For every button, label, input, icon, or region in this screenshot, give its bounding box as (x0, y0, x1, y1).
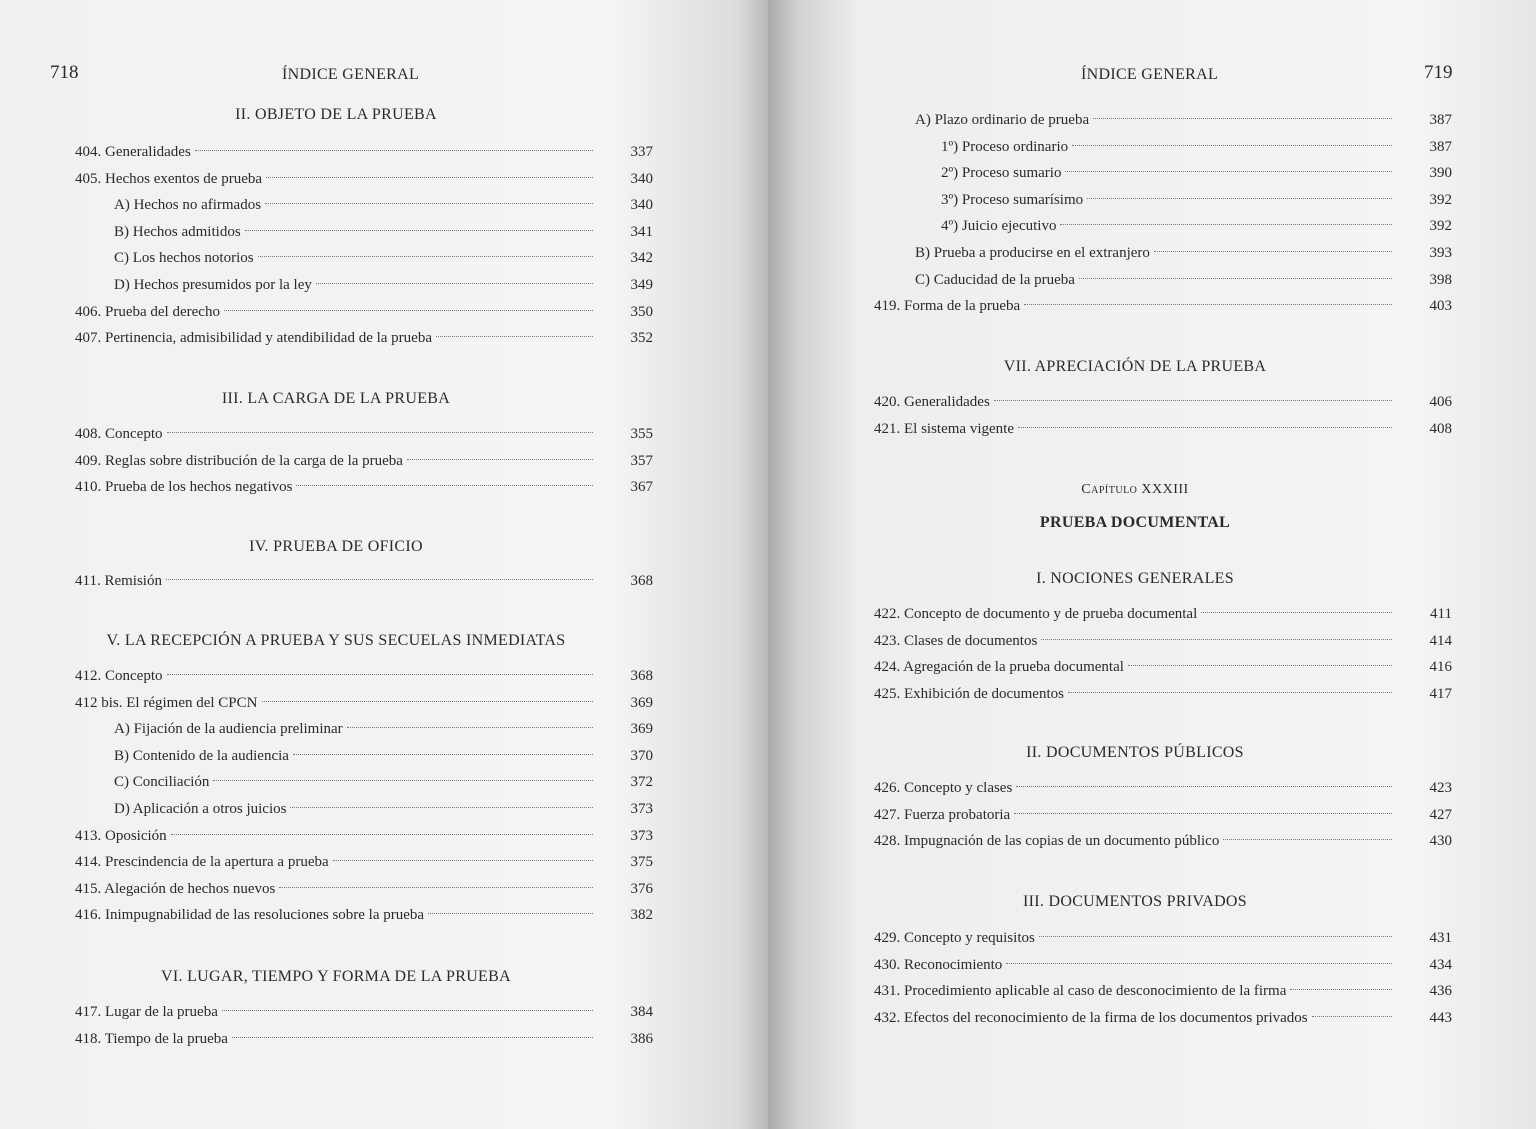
toc-entry[interactable]: 428. Impugnación de las copias de un documento público 430 (874, 833, 1452, 850)
page-number: 718 (50, 62, 79, 83)
toc-entry[interactable]: 431. Procedimiento aplicable al caso de desconocimiento de la firma 436 (874, 983, 1452, 1000)
toc-entry[interactable]: 422. Concepto de documento y de prueba documental 411 (874, 606, 1452, 622)
toc-entry[interactable]: 418. Tiempo de la prueba 386 (75, 1030, 653, 1047)
section-title: VI. LUGAR, TIEMPO Y FORMA DE LA PRUEBA (161, 968, 511, 985)
toc-entry-list (874, 389, 1452, 442)
toc-entry[interactable]: 410. Prueba de los hechos negativos 367 (75, 479, 653, 496)
section-title: II. DOCUMENTOS PÚBLICOS (1026, 744, 1244, 761)
section-title: II. OBJETO DE LA PRUEBA (235, 106, 437, 123)
page-number: 719 (1424, 62, 1453, 83)
toc-entry[interactable]: 429. Concepto y requisitos 431 (874, 930, 1452, 946)
toc-entry[interactable]: B) Prueba a producirse en el extranjero 393 (915, 244, 1452, 261)
toc-entry[interactable]: 416. Inimpugnabilidad de las resoluciones sobre la prueba 382 (75, 907, 653, 924)
toc-entry[interactable]: 404. Generalidades 337 (75, 144, 653, 160)
toc-entry[interactable]: 414. Prescindencia de la apertura a prueba 375 (75, 854, 653, 871)
toc-section (75, 632, 597, 650)
toc-entry[interactable]: B) Hechos admitidos 341 (114, 223, 653, 240)
toc-entry[interactable]: C) Caducidad de la prueba 398 (915, 271, 1452, 288)
toc-entry[interactable]: 409. Reglas sobre distribución de la carga de la prueba 357 (75, 452, 653, 469)
toc-entry-list (75, 139, 653, 352)
toc-entry-list (75, 421, 653, 501)
toc-entry[interactable]: 421. El sistema vigente 408 (874, 420, 1452, 437)
toc-entry[interactable]: 430. Reconocimiento 434 (874, 956, 1452, 973)
toc-entry[interactable]: 426. Concepto y clases 423 (874, 780, 1452, 796)
toc-entry[interactable]: 2º) Proceso sumario 390 (941, 165, 1452, 182)
toc-entry-list (75, 568, 653, 595)
section-title: IV. PRUEBA DE OFICIO (249, 538, 423, 555)
toc-entry[interactable]: 419. Forma de la prueba 403 (874, 298, 1452, 315)
toc-section (75, 968, 597, 986)
toc-entry-list (75, 663, 653, 929)
running-head: ÍNDICE GENERAL (1081, 66, 1219, 83)
chapter-label: Capítulo XXXIII (1081, 482, 1189, 497)
toc-entry[interactable]: 1º) Proceso ordinario 387 (941, 138, 1452, 155)
section-title: V. LA RECEPCIÓN A PRUEBA Y SUS SECUELAS INMEDIATAS (106, 632, 566, 649)
toc-entry-list (874, 925, 1452, 1031)
toc-entry[interactable]: 3º) Proceso sumarísimo 392 (941, 191, 1452, 208)
toc-section (75, 390, 597, 408)
toc-entry[interactable]: 407. Pertinencia, admisibilidad y atendibilidad de la prueba 352 (75, 330, 653, 347)
toc-entry[interactable]: A) Fijación de la audiencia preliminar 369 (114, 721, 653, 738)
toc-entry[interactable]: D) Hechos presumidos por la ley 349 (114, 276, 653, 293)
toc-entry[interactable]: 405. Hechos exentos de prueba 340 (75, 170, 653, 187)
section-title: I. NOCIONES GENERALES (1036, 570, 1234, 587)
toc-entry-list (874, 107, 1452, 320)
toc-entry[interactable]: D) Aplicación a otros juicios 373 (114, 800, 653, 817)
toc-section (75, 106, 597, 124)
toc-entry-list (874, 775, 1452, 855)
toc-entry[interactable]: A) Plazo ordinario de prueba 387 (915, 112, 1452, 128)
toc-entry[interactable]: 423. Clases de documentos 414 (874, 632, 1452, 649)
toc-section (874, 358, 1396, 376)
toc-entry[interactable]: 412 bis. El régimen del CPCN 369 (75, 694, 653, 711)
toc-entry[interactable]: 413. Oposición 373 (75, 827, 653, 844)
toc-entry[interactable]: 4º) Juicio ejecutivo 392 (941, 218, 1452, 235)
chapter-title: PRUEBA DOCUMENTAL (1039, 514, 1231, 531)
toc-entry-list (874, 601, 1452, 707)
right-page (768, 0, 1536, 1129)
toc-entry[interactable]: 420. Generalidades 406 (874, 394, 1452, 410)
toc-entry[interactable]: 415. Alegación de hechos nuevos 376 (75, 880, 653, 897)
toc-entry-list (75, 999, 653, 1052)
section-title: III. DOCUMENTOS PRIVADOS (1023, 893, 1247, 910)
toc-entry[interactable]: 425. Exhibición de documentos 417 (874, 685, 1452, 702)
toc-entry[interactable]: 408. Concepto 355 (75, 426, 653, 442)
toc-entry[interactable]: C) Conciliación 372 (114, 774, 653, 791)
toc-section (874, 570, 1396, 588)
toc-entry[interactable]: 417. Lugar de la prueba 384 (75, 1004, 653, 1020)
section-title: III. LA CARGA DE LA PRUEBA (221, 390, 451, 407)
toc-entry[interactable]: 432. Efectos del reconocimiento de la firma de los documentos privados 443 (874, 1009, 1452, 1026)
toc-entry[interactable]: 412. Concepto 368 (75, 668, 653, 684)
toc-section (75, 538, 597, 556)
chapter-title-wrap (874, 514, 1396, 532)
toc-entry[interactable]: C) Los hechos notorios 342 (114, 250, 653, 267)
toc-entry[interactable]: 411. Remisión 368 (75, 573, 653, 589)
toc-entry[interactable]: 406. Prueba del derecho 350 (75, 303, 653, 320)
section-title: VII. APRECIACIÓN DE LA PRUEBA (1003, 358, 1267, 375)
running-head: ÍNDICE GENERAL (282, 66, 420, 83)
chapter-heading (874, 482, 1396, 498)
toc-entry[interactable]: 424. Agregación de la prueba documental 416 (874, 659, 1452, 676)
toc-section (874, 893, 1396, 911)
toc-entry[interactable]: B) Contenido de la audiencia 370 (114, 747, 653, 764)
toc-section (874, 744, 1396, 762)
toc-entry[interactable]: A) Hechos no afirmados 340 (114, 197, 653, 214)
toc-entry[interactable]: 427. Fuerza probatoria 427 (874, 806, 1452, 823)
